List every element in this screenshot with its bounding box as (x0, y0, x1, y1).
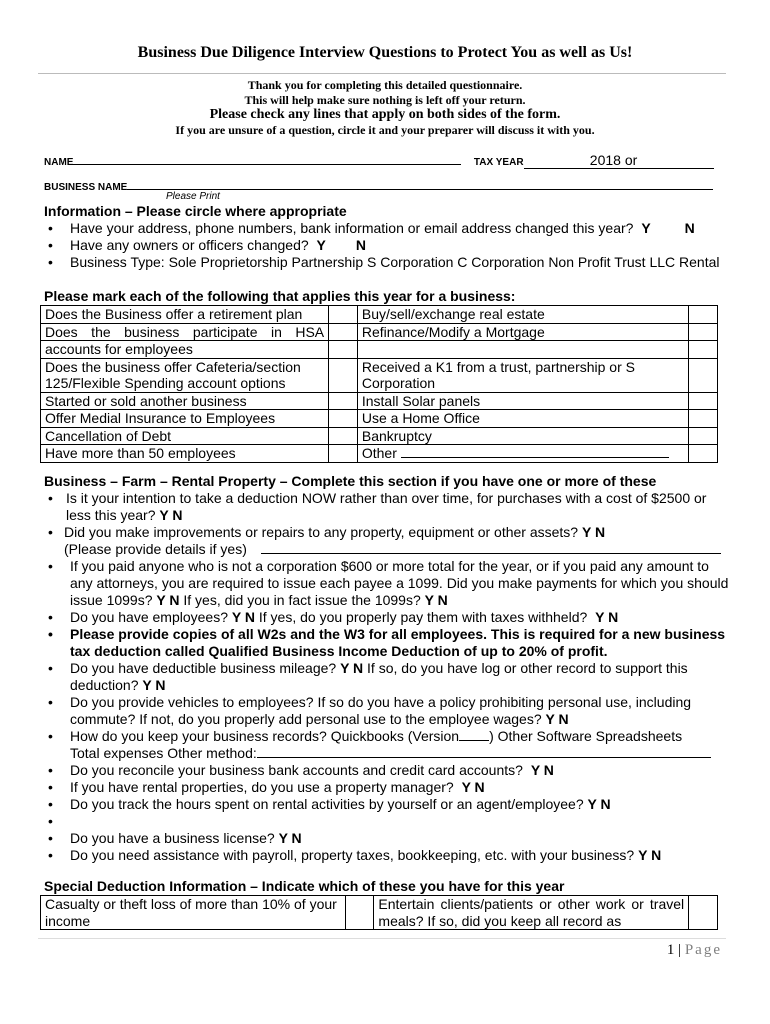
info-item-address: Have your address, phone numbers, bank information or email address changed this year? (70, 220, 634, 236)
document-title: Business Due Diligence Interview Questions to Protect You as well as Us! (137, 44, 633, 61)
table-cell: Buy/sell/exchange real estate (357, 306, 688, 324)
details-field[interactable] (261, 553, 721, 554)
list-item: • Have any owners or officers changed? Y N (48, 237, 367, 253)
other-method-field[interactable] (257, 757, 711, 758)
intro-line-2: This will help make sure nothing is left off your return. (244, 93, 526, 107)
title-divider (38, 73, 726, 74)
table-cell: Received a K1 from a trust, partnership or S Corporation (357, 358, 688, 392)
name-label: NAME (44, 157, 74, 168)
list-item: • Do you need assistance with payroll, property taxes, bookkeeping, etc. with your business? Y N (48, 847, 662, 863)
table-cell (357, 445, 688, 463)
table-row (41, 341, 718, 359)
table-cell: Casualty or theft loss of more than 10% of your income (41, 896, 346, 930)
list-item (44, 575, 734, 592)
name-row (44, 152, 726, 168)
list-item: • Please provide copies of all W2s and the W3 for all employees. This is required for a new business (48, 626, 726, 642)
question-text: ) Other Software Spreadsheets (489, 728, 683, 744)
yn-options[interactable]: Y N (595, 609, 619, 625)
question-text: Is it your intention to take a deduction NOW rather than over time, for purchases with a cost of $2500 or (66, 490, 707, 506)
question-text: Do you have employees? (70, 609, 228, 625)
question-text: Do you need assistance with payroll, property taxes, bookkeeping, etc. with your business? (70, 847, 635, 863)
tax-year-field[interactable] (524, 152, 714, 169)
list-item: • Business Type: Sole Proprietorship Partnership S Corporation C Corporation Non Profit Trust LLC Rental (48, 254, 720, 270)
business-name-row (44, 177, 726, 193)
page-number: 1 (666, 942, 675, 958)
table-row (41, 410, 718, 428)
checkbox-cell[interactable] (689, 445, 718, 463)
business-name-field[interactable] (127, 189, 713, 190)
yn-options[interactable]: Y N (424, 592, 448, 608)
question-text: If you have rental properties, do you use a property manager? (70, 779, 454, 795)
farm-heading: Business – Farm – Rental Property – Complete this section if you have one or more of these (44, 473, 657, 489)
business-name-label: BUSINESS NAME (44, 182, 128, 193)
checkbox-cell[interactable] (329, 306, 358, 324)
page-separator: | (674, 942, 685, 958)
yn-options[interactable]: Y N (587, 796, 611, 812)
mark-table (40, 305, 718, 463)
yn-options[interactable]: Y N (530, 762, 554, 778)
table-cell: Bankruptcy (357, 427, 688, 445)
tax-year-value: 2018 or (589, 152, 638, 168)
checkbox-cell[interactable] (689, 358, 718, 392)
table-row (41, 445, 718, 463)
yn-options[interactable]: Y N (231, 609, 255, 625)
list-item: • Do you track the hours spent on rental activities by yourself or an agent/employee? Y N (48, 796, 611, 812)
checkbox-cell[interactable] (329, 427, 358, 445)
yn-options[interactable]: Y N (461, 779, 485, 795)
table-row (41, 358, 718, 392)
question-text: Do you have deductible business mileage? (70, 660, 337, 676)
yn-options[interactable]: Y N (142, 677, 166, 693)
list-item: • How do you keep your business records? Quickbooks (Version ) Other Software Spreadsheets (48, 728, 683, 744)
checkbox-cell[interactable] (329, 341, 358, 359)
special-heading: Special Deduction Information – Indicate which of these you have for this year (44, 878, 565, 894)
question-text: any attorneys, you are required to issue each payee a 1099. Did you make payments for which you should (70, 575, 729, 591)
version-field[interactable] (459, 740, 489, 741)
question-text: deduction? (70, 677, 139, 693)
checkbox-cell[interactable] (345, 896, 374, 930)
farm-list (44, 490, 734, 864)
table-cell: Offer Medial Insurance to Employees (41, 410, 329, 428)
table-row (41, 896, 718, 930)
list-item: • Do you provide vehicles to employees? If so do you have a policy prohibiting personal use, including (48, 694, 692, 710)
list-item: • If you have rental properties, do you use a property manager? Y N (48, 779, 485, 795)
list-item: • (48, 813, 53, 829)
list-item: • Do you have deductible business mileage? Y N If so, do you have log or other record to support this (48, 660, 688, 676)
yn-options[interactable]: Y N (159, 507, 183, 523)
list-item (44, 541, 734, 558)
yn-options[interactable]: Y N (340, 660, 364, 676)
yn-options[interactable]: Y N (278, 830, 302, 846)
info-list (44, 220, 734, 271)
list-item: • Is it your intention to take a deduction NOW rather than over time, for purchases with a cost of $2500 or (48, 490, 707, 506)
question-text: Do you provide vehicles to employees? If so do you have a policy prohibiting personal use, including (70, 694, 692, 710)
special-table (40, 895, 718, 930)
checkbox-cell[interactable] (689, 323, 718, 341)
list-item: • Did you make improvements or repairs to any property, equipment or other assets? Y N (48, 524, 606, 540)
yes-option[interactable]: Y (316, 237, 326, 253)
list-item: • Do you have a business license? Y N (48, 830, 302, 846)
cell-text-line: Does the business participate in HSA (45, 323, 325, 340)
table-cell: Does the Business offer a retirement plan (41, 306, 329, 324)
tax-year-label: TAX YEAR (473, 157, 524, 168)
table-cell: Cancellation of Debt (41, 427, 329, 445)
footer-divider (38, 938, 726, 939)
table-cell: Install Solar panels (357, 392, 688, 410)
table-row (41, 323, 718, 341)
table-cell: Refinance/Modify a Mortgage (357, 323, 688, 341)
table-row (41, 392, 718, 410)
no-option[interactable]: N (684, 220, 695, 236)
yn-options[interactable]: Y N (581, 524, 606, 540)
list-item: • Do you reconcile your business bank accounts and credit card accounts? Y N (48, 762, 554, 778)
table-cell: Started or sold another business (41, 392, 329, 410)
table-cell: Does the business offer Cafeteria/section 125/Flexible Spending account options (41, 358, 329, 392)
question-text: issue 1099s? (70, 592, 153, 608)
checkbox-cell[interactable] (689, 306, 718, 324)
list-item: • If you paid anyone who is not a corporation $600 or more total for the year, or if you paid any amount to (48, 558, 709, 574)
list-item: • Have your address, phone numbers, bank information or email address changed this year? Y N (48, 220, 695, 236)
list-item (44, 745, 734, 762)
table-cell: Entertain clients/patients or other work or travel meals? If so, did you keep all record as (374, 896, 689, 930)
table-row (41, 427, 718, 445)
checkbox-cell[interactable] (329, 445, 358, 463)
question-text: Total expenses Other method: (70, 745, 257, 761)
checkbox-cell[interactable] (329, 323, 358, 341)
info-heading: Information – Please circle where appropriate (44, 203, 347, 219)
table-cell (41, 323, 329, 341)
yn-options[interactable]: Y N (156, 592, 180, 608)
table-row (41, 306, 718, 324)
checkbox-cell[interactable] (689, 427, 718, 445)
question-text: How do you keep your business records? Quickbooks (Version (70, 728, 460, 744)
table-cell: Have more than 50 employees (41, 445, 329, 463)
intro-line-1: Thank you for completing this detailed questionnaire. (247, 78, 523, 92)
info-item-owners: Have any owners or officers changed? (70, 237, 309, 253)
question-text: Please provide copies of all W2s and the W3 for all employees. This is required for a new business (70, 626, 726, 642)
list-item (44, 677, 734, 694)
question-text: If yes, do you properly pay them with taxes withheld? (258, 609, 588, 625)
checkbox-cell[interactable] (329, 358, 358, 392)
mark-heading: Please mark each of the following that applies this year for a business: (44, 288, 516, 304)
question-text: If you paid anyone who is not a corporation $600 or more total for the year, or if you paid any amount to (70, 558, 709, 574)
question-text: If yes, did you in fact issue the 1099s? (183, 592, 421, 608)
list-item (44, 507, 734, 524)
list-item: • Do you have employees? Y N If yes, do you properly pay them with taxes withheld? Y N (48, 609, 619, 625)
yn-options[interactable]: Y N (638, 847, 662, 863)
other-label: Other (361, 445, 397, 461)
please-print-note: Please Print (166, 191, 220, 202)
checkbox-cell[interactable] (329, 392, 358, 410)
checkbox-cell[interactable] (689, 392, 718, 410)
checkbox-cell[interactable] (689, 896, 718, 930)
other-field[interactable] (401, 457, 669, 458)
question-text: Do you track the hours spent on rental activities by yourself or an agent/employee? (70, 796, 584, 812)
page-label: Page (684, 942, 722, 958)
table-cell (357, 341, 688, 359)
list-item (44, 711, 734, 728)
list-item (44, 643, 734, 660)
checkbox-cell[interactable] (329, 410, 358, 428)
table-cell: Use a Home Office (357, 410, 688, 428)
checkbox-cell[interactable] (689, 410, 718, 428)
question-text: tax deduction called Qualified Business Income Deduction of up to 20% of profit. (70, 643, 608, 659)
question-text: Did you make improvements or repairs to any property, equipment or other assets? (64, 524, 579, 540)
checkbox-cell[interactable] (689, 341, 718, 359)
question-text: less this year? (66, 507, 156, 523)
question-text: Do you reconcile your business bank accounts and credit card accounts? (70, 762, 523, 778)
question-text: If so, do you have log or other record to support this (367, 660, 688, 676)
question-text: (Please provide details if yes) (64, 541, 247, 557)
intro-line-4: If you are unsure of a question, circle it and your preparer will discuss it with you. (175, 123, 595, 137)
info-item-business-type: Business Type: Sole Proprietorship Partnership S Corporation C Corporation Non Profit Trust LLC Rental (70, 254, 720, 270)
question-text: Do you have a business license? (70, 830, 275, 846)
yes-option[interactable]: Y (641, 220, 651, 236)
question-text: commute? If not, do you properly add personal use to the employee wages? (70, 711, 542, 727)
page-footer (667, 942, 722, 959)
name-field[interactable] (73, 164, 461, 165)
no-option[interactable]: N (355, 237, 367, 253)
yn-options[interactable]: Y N (545, 711, 569, 727)
list-item (44, 592, 734, 609)
intro-line-3: Please check any lines that apply on both sides of the form. (209, 107, 561, 122)
table-cell: accounts for employees (41, 341, 329, 359)
